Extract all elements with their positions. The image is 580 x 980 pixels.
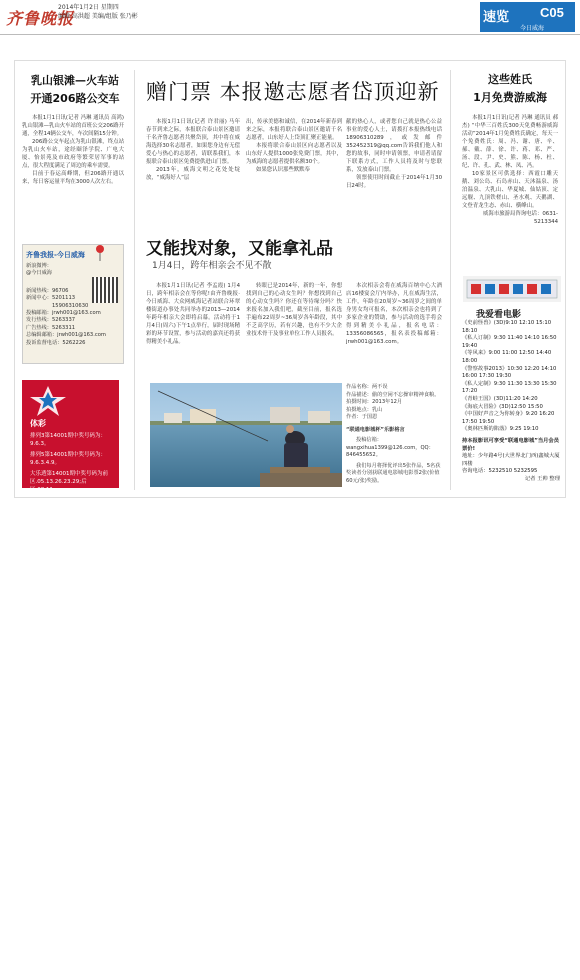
fishing-photo <box>150 383 342 487</box>
article-column <box>346 282 442 346</box>
movie-section-title: 我爱看电影 <box>476 310 522 320</box>
photo-contest-title: “联通电影城杯”乐影格言 <box>346 426 405 433</box>
paragraph: 威海市旅游局咨询电话：0631-5213344 <box>483 211 558 225</box>
paragraph: 10家景区可供选择：西霞口雕天鹅、刘公岛、石岛赤山、天沐温泉、汤泊温泉、大乳山、华夏城、仙姑顶、定远舰、九顶铁槎山、圣水观、天鹅湖、文登青龙生态、赤山、横峰山。 <box>462 171 558 209</box>
column-divider <box>450 70 451 490</box>
movie-listings <box>462 320 560 483</box>
cinema-address: 地址：少年路4号(大世界北门西)鑫城大厦四楼 <box>462 453 560 467</box>
paragraph: 本报将联合泰山景区向志愿者以及山东好人提供1000张免费门票，其中，为威海的志愿者提供名额30个。 <box>246 143 342 165</box>
paragraph: 目前于春运高峰期，但206路开通以来，每日客运量平均在3000人次左右。 <box>22 171 124 185</box>
article-column <box>346 118 442 190</box>
contact-line: 广告热线：5263311 <box>26 324 76 331</box>
paragraph: 如果您认识那些默默奉 <box>256 167 310 173</box>
lottery-line: 大乐透第14001期中奖号码为前区.05.13.26.23.29;后区.08.11。 <box>30 471 108 493</box>
main-headline: 赠门票 本报邀志愿者岱顶迎新 <box>146 80 440 104</box>
paragraph: 领票使用时间截止于2014年1月30日24时。 <box>346 175 442 189</box>
sports-lottery-logo-icon <box>26 384 70 418</box>
byline: 记者 王帅 整理 <box>524 475 560 482</box>
contact-line: @今日威海 <box>26 270 52 277</box>
contact-card-title: 齐鲁我报-今日威海 <box>26 251 85 259</box>
issue-meta <box>58 3 138 21</box>
contact-line: 新闻中心：5201113 <box>26 295 76 302</box>
paragraph: 出，传承美德和诚信，在2014年新春到来之际，本报将联合泰山景区邀请千名志愿者，山东好人上岱顶汇聚正能量。 <box>246 119 342 141</box>
credit-line: 拍摄地点：乳山 <box>346 406 383 413</box>
paragraph: 献的热心人，或者您自己就是热心公益事业的爱心人士，请拨打本报热线电话18906310289，或发邮件352452319@qq.com告诉我们他人和您的故事，同时申请领票，申请者请留下联系方式，工作人员将及时与您联系，发放泰山门票。 <box>346 119 442 173</box>
contact-line: 发行热线：5263337 <box>26 317 76 324</box>
second-headline: 又能找对象，又能拿礼品 <box>146 239 333 259</box>
paragraph: 本报1月1日讯(记者 李孟霞) 1月4日，跨年相亲会在等你呢!由齐鲁晚报·今日威海、大众网威海记者站联合环翠楼街道办事处共同举办的2013—2014年跨年相亲大会即将启幕。活动将于1月4日(周六)下午1点举行，届时现场精彩的环节设置，参与活动的嘉宾还将获得精美小礼品。 <box>146 283 240 345</box>
movie-listing: 《奥林匹斯的陷落》9:25 19:10 <box>462 426 539 433</box>
article-column <box>246 282 342 338</box>
contact-lines <box>26 263 120 347</box>
movie-listing: 《史前怪兽》(3D)9:10 12:10 15:10 18:10 <box>462 320 552 334</box>
movie-listing: 《中国好声音之为你转身》9:20 16:20 17:50 19:50 <box>462 411 555 425</box>
article-column <box>246 118 342 174</box>
left-headline-line1: 乳山银滩—火车站 <box>31 74 119 87</box>
lottery-line: 排列3第14001期中奖号码为：9.6.3。 <box>30 433 106 447</box>
contact-line: 总编辑邮箱：jrwh001@163.com <box>26 332 106 339</box>
photo-contact: 投稿信箱：wangxihua1399@126.com，QQ：846455652。 <box>346 437 434 458</box>
right-headline-line1: 这些姓氏 <box>488 73 532 86</box>
credit-line: 拍摄时间：2013年12月 <box>346 399 403 405</box>
contact-line: 新闻热线：96706 <box>26 287 69 294</box>
lottery-results <box>30 432 114 494</box>
paragraph: 本次相亲会将在威海百纳中心大酒店16楼宴会厅内举办，凡在威海生活，工作，年龄在20周岁~36周岁之间的单身男女均可报名，本次相亲会也将到了多家企业的赞助，参与活动的选手将会得到精美小礼品，报名电话：13356086565，报名表投稿邮箱：jrwh001@163.com。 <box>346 283 442 345</box>
movie-banner-icon <box>463 276 561 302</box>
credit-line: 作品描述：偷的空闲不忘操审精神食粮。 <box>346 391 440 398</box>
member-note: 持本报影讯可享受“联通电影城”当月会员票价! <box>462 437 560 452</box>
contact-line: 投诉监督电话：5262226 <box>26 339 86 346</box>
credit-line: 作者：于国恩 <box>346 414 378 420</box>
photo-prize: 我们每月将择优评出5张作品，5名获奖读者分别获联通电影城电影票2张(价值60元/张)奖励。 <box>346 462 441 484</box>
staff-line: 编辑 高洪超 美编/组版 张乃彬 <box>58 13 138 20</box>
movie-listing: 《警察故事2013》10:30 12:20 14:10 16:00 17:30 19:30 <box>462 365 557 380</box>
second-subheadline: 1月4日，跨年相亲会不见不散 <box>152 261 272 271</box>
newspaper-logo: 齐鲁晚报 <box>6 9 75 28</box>
right-article <box>462 114 558 226</box>
left-headline-line2: 开通206路公交车 <box>30 92 120 105</box>
contact-line: 15906310630 <box>52 302 89 309</box>
contact-line: 投稿邮箱：jrwh001@163.com <box>26 310 101 317</box>
credit-line: 作品名称：两不误 <box>346 384 388 390</box>
date-line: 2014年1月2日 星期四 <box>58 4 119 11</box>
lottery-line: 排列5第14001期中奖号码为：9.6.3.4.9。 <box>30 452 106 466</box>
article-column <box>146 118 240 182</box>
right-headline-line2: 1月免费游威海 <box>473 91 547 104</box>
paragraph: 本报1月1日讯(记者 冯琳 通讯员 高鸿) 乳山银滩—乳山火车站的首班公交206路开通，全程14辆公交车，车次间隔15分钟。 <box>22 115 124 137</box>
movie-listing: 《私人定制》9:30 11:30 13:30 15:30 17:20 <box>462 380 557 395</box>
movie-listing: 《青蛙王国》(3D)11:20 14:20 <box>462 395 538 402</box>
page-code: C05 <box>540 5 564 20</box>
section-title: 速览 <box>483 10 510 25</box>
photo-credits <box>346 384 442 485</box>
lottery-brand: 体彩 <box>30 419 46 428</box>
movie-listing: 《海底大冒险》(3D)12:50 15:50 <box>462 403 543 410</box>
left-article <box>22 114 124 186</box>
column-divider <box>134 70 135 490</box>
movie-listing: 《等风来》9:00 11:00 12:50 14:40 18:00 <box>462 350 552 364</box>
pushpin-icon <box>94 244 106 262</box>
paragraph: 本报1月1日讯(记者 许君丽) 马年春节到来之际，本报联合泰山景区邀请千名齐鲁志愿者共聚岱顶，其中将在威海选择30名志愿者，如果您身边有无偿爱心与热心的志愿者，请联系我们，本报联合泰山景区免费提供进山门票。 <box>146 119 240 165</box>
section-subtitle: 今日威海 <box>520 25 545 32</box>
movie-listing: 《私人订制》9:30 11:40 14:10 16:50 19:40 <box>462 335 557 349</box>
paragraph: 206路公交车起点为乳山银滩，终点站为乳山火车站，途经颐泽学院、广电大厦、怡景苑及市政府等繁荣居军事的站点，很大程度满足了周边的乘车需要。 <box>22 139 124 169</box>
paragraph: 2013年，威海文明之花处处绽放，“威海好人”层 <box>146 167 240 181</box>
paragraph: 本报1月1日讯(记者 冯琳 通讯员 郝杰) “中华三百姓氏300天免费畅游威海活动”2014年1月免费姓氏确定，每天一个免费姓氏：周、冯、谢、唐、辛、郝、戴、薛、徐、许、蒋、邓、严、汤、段、尹、史、熊、陈、杨、杜、纪、许、孔、武、林、凤、冯。 <box>462 115 558 169</box>
contact-line: 新浪微博： <box>26 263 52 269</box>
article-column <box>146 282 240 346</box>
cinema-phone: 咨询电话：5232510 5232595 <box>462 468 538 475</box>
paragraph: 转眼已是2014年，新的一年，你想找到自己的心动女生吗？你想找到自己的心动女生吗？你还在等待缘分吗？快来报名加入我们吧，截至目前，报名选手遍布22周岁~36周岁各年龄段，其中不乏高学历，若有兴趣，也有不少大企业技术骨干及事业单位工作人员报名。 <box>246 283 342 337</box>
